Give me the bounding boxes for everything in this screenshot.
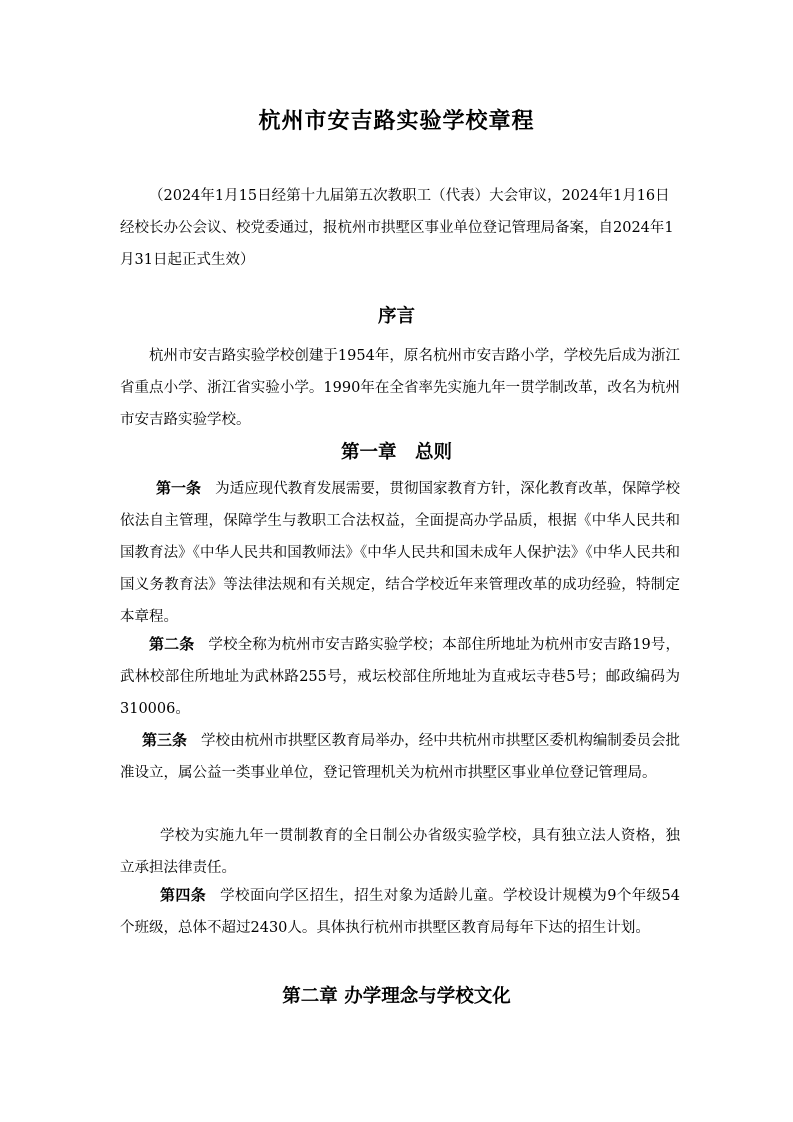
document-title: 杭州市安吉路实验学校章程 bbox=[258, 109, 535, 134]
chapter-1-heading: 第一章 总则 bbox=[340, 442, 452, 463]
adoption-note: （2024年1月15日经第十九届第五次教职工（代表）大会审议，2024年1月16日经校长办公会议、校党委通过，报杭州市拱墅区事业单位登记管理局备案，自2024年1月31日起正式生效） bbox=[120, 188, 674, 268]
preface-heading: 序言 bbox=[377, 306, 415, 327]
article-2-label: 第二条 bbox=[149, 635, 195, 653]
article-1-text: 为适应现代教育发展需要，贯彻国家教育方针，深化教育改革，保障学校依法自主管理，保障学生与教职工合法权益，全面提高办学品质，根据《中华人民共和国教育法》《中华人民共和国教师法》《中华人民共和国未成年人保护法》《中华人民共和国义务教育法》等法律法规和有关规定，结合学校近年来管理改革的成功经验，特制定本章程。 bbox=[120, 481, 680, 625]
article-4-text: 学校面向学区招生，招生对象为适龄儿童。学校设计规模为9个年级54个班级，总体不超过2430人。具体执行杭州市拱墅区教育局每年下达的招生计划。 bbox=[120, 888, 680, 936]
article-3 bbox=[120, 724, 680, 789]
article-1-label: 第一条 bbox=[156, 479, 202, 497]
preface-text: 杭州市安吉路实验学校创建于1954年，原名杭州市安吉路小学，学校先后成为浙江省重点小学、浙江省实验小学。1990年在全省率先实施九年一贯学制改革，改名为杭州市安吉路实验学校。 bbox=[120, 348, 680, 428]
article-4-label: 第四条 bbox=[160, 886, 207, 904]
article-1 bbox=[120, 472, 680, 633]
chapter-2-heading: 第二章 办学理念与学校文化 bbox=[282, 986, 511, 1007]
article-3-paragraph-2-text: 学校为实施九年一贯制教育的全日制公办省级实验学校，具有独立法人资格，独立承担法律责任。 bbox=[120, 828, 680, 876]
article-4 bbox=[120, 879, 680, 944]
article-3-label: 第三条 bbox=[142, 731, 188, 749]
article-3-paragraph-2 bbox=[120, 820, 680, 884]
article-3-text: 学校由杭州市拱墅区教育局举办，经中共杭州市拱墅区委机构编制委员会批准设立，属公益一类事业单位，登记管理机关为杭州市拱墅区事业单位登记管理局。 bbox=[120, 733, 680, 781]
article-2 bbox=[120, 628, 680, 725]
article-2-text: 学校全称为杭州市安吉路实验学校；本部住所地址为杭州市安吉路19号，武林校部住所地址为武林路255号，戒坛校部住所地址为直戒坛寺巷5号；邮政编码为310006。 bbox=[120, 637, 680, 717]
